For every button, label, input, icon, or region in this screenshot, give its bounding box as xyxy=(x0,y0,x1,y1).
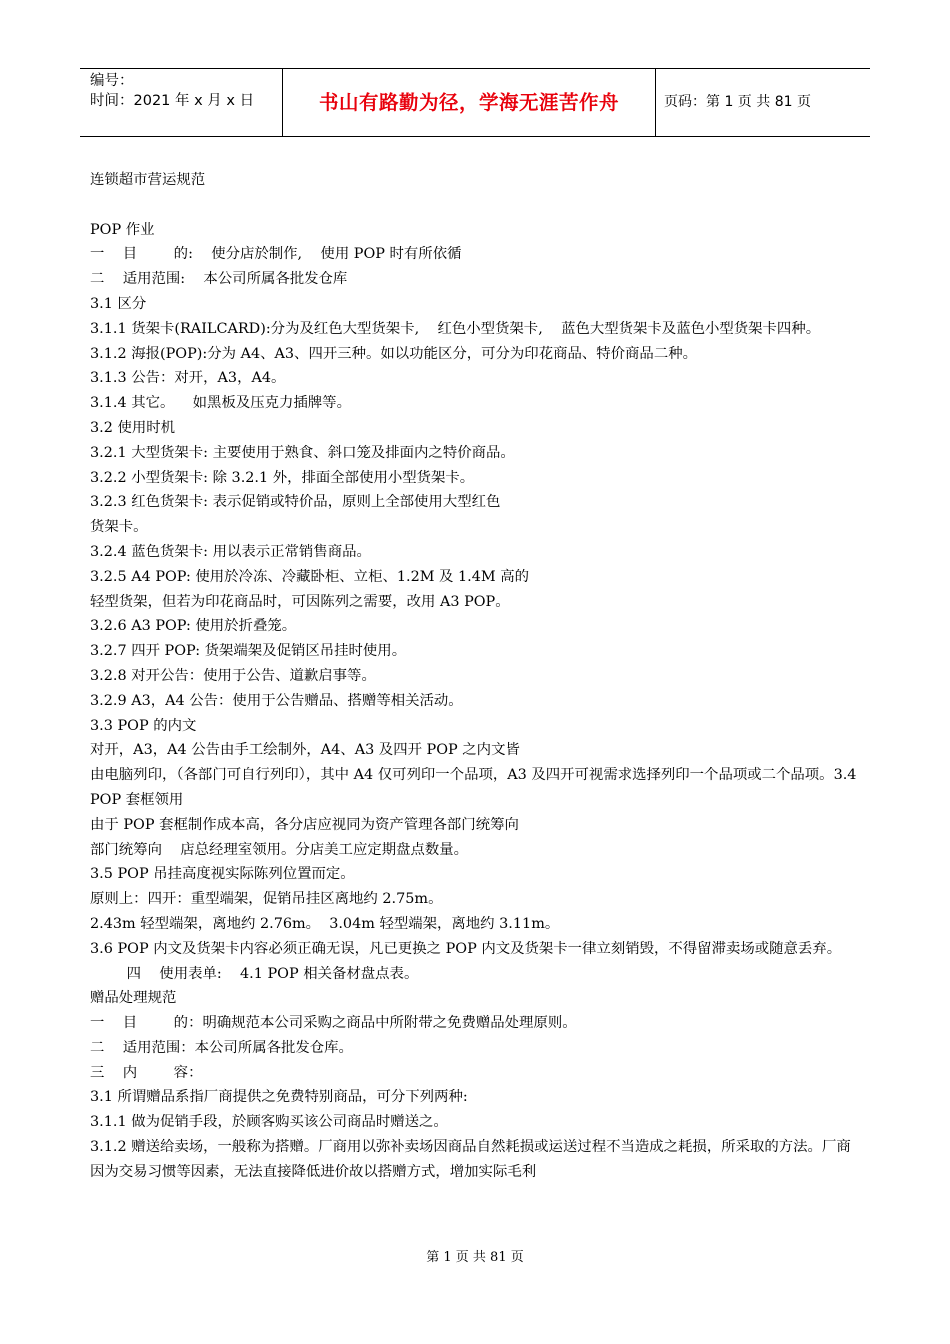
body-paragraph: 3.2.5 A4 POP: 使用於冷冻、冷藏卧柜、立柜、1.2M 及 1.4M 高的 xyxy=(90,568,529,585)
body-paragraph: 对开，A3，A4 公告由手工绘制外，A4、A3 及四开 POP 之内文皆 xyxy=(90,742,520,759)
header-page-cell xyxy=(656,69,870,136)
body-paragraph: 由于 POP 套框制作成本高，各分店应视同为资产管理各部门统筹向 xyxy=(90,816,519,833)
body-paragraph: 3.1 所谓赠品系指厂商提供之免费特别商品，可分下列两种: xyxy=(90,1089,468,1106)
body-paragraph: 3.1.1 货架卡(RAILCARD):分为及红色大型货架卡, 红色小型货架卡, 蓝色大型货架卡及蓝色小型货架卡四种。 xyxy=(90,320,821,337)
body-paragraph: 3.6 POP 内文及货架卡内容必须正确无误，凡已更换之 POP 内文及货架卡一律立刻销毁，不得留滞卖场或随意丢弃。 xyxy=(90,940,842,957)
body-paragraph: 3.2.3 红色货架卡: 表示促销或特价品，原则上全部使用大型红色 xyxy=(90,494,501,511)
header-page-info: 页码：第 1 页 共 81 页 xyxy=(664,94,811,110)
body-paragraph: 3.2.6 A3 POP: 使用於折叠笼。 xyxy=(90,618,297,635)
body-paragraph: 3.2.8 对开公告：使用于公告、道歉启事等。 xyxy=(90,667,376,684)
body-paragraph: 一 目 的: 使分店於制作, 使用 POP 时有所依循 xyxy=(90,246,462,263)
body-paragraph: 3.1.2 海报(POP):分为 A4、A3、四开三种。如以功能区分，可分为印花商品、特价商品二种。 xyxy=(90,345,697,362)
body-paragraph: 轻型货架，但若为印花商品时，可因陈列之需要，改用 A3 POP。 xyxy=(90,593,510,610)
body-paragraph: 3.2.7 四开 POP: 货架端架及促销区吊挂时使用。 xyxy=(90,643,407,660)
body-paragraph: 3.1.3 公告：对开，A3，A4。 xyxy=(90,370,286,387)
body-paragraph: POP 作业 xyxy=(90,221,155,238)
body-paragraph: 3.1.4 其它。 如黑板及压克力插牌等。 xyxy=(90,395,351,412)
header-meta-cell xyxy=(80,69,283,136)
page-footer: 第 1 页 共 81 页 xyxy=(426,1250,524,1265)
body-paragraph: 四 使用表单: 4.1 POP 相关备材盘点表。 xyxy=(90,965,419,982)
body-paragraph: 3.2.1 大型货架卡: 主要使用于熟食、斜口笼及排面内之特价商品。 xyxy=(90,444,515,461)
body-paragraph: 3.2.2 小型货架卡: 除 3.2.1 外，排面全部使用小型货架卡。 xyxy=(90,469,475,486)
document-body xyxy=(90,168,862,1185)
body-paragraph: 二 适用范围: 本公司所属各批发仓库 xyxy=(90,271,348,288)
body-paragraph: 赠品处理规范 xyxy=(90,990,177,1007)
body-paragraph: 原则上：四开：重型端架，促销吊挂区离地约 2.75m。 xyxy=(90,891,443,908)
header-motto-cell xyxy=(283,69,656,136)
body-paragraph: 一 目 的：明确规范本公司采购之商品中所附带之免费赠品处理原则。 xyxy=(90,1015,577,1032)
body-paragraph: 3.1 区分 xyxy=(90,295,147,312)
body-paragraph: 三 内 容： xyxy=(90,1064,203,1081)
body-paragraph: 2.43m 轻型端架，离地约 2.76m。 3.04m 轻型端架，离地约 3.11m。 xyxy=(90,915,560,932)
body-paragraph xyxy=(90,193,862,218)
body-paragraph: 3.3 POP 的内文 xyxy=(90,717,197,734)
body-paragraph: 货架卡。 xyxy=(90,519,148,536)
body-paragraph: 二 适用范围：本公司所属各批发仓库。 xyxy=(90,1039,353,1056)
body-paragraph: 由电脑列印，（各部门可自行列印），其中 A4 仅可列印一个品项，A3 及四开可视需求选择列印一个品项或二个品项。3.4 POP 套框领用 xyxy=(90,767,862,808)
body-paragraph: 连锁超市营运规范 xyxy=(90,172,206,188)
document-time-label: 时间：2021 年 x 月 x 日 xyxy=(90,93,255,109)
body-paragraph: 3.1.1 做为促销手段，於顾客购买该公司商品时赠送之。 xyxy=(90,1114,448,1131)
document-code-label: 编号： xyxy=(90,73,134,89)
body-paragraph: 3.2.4 蓝色货架卡: 用以表示正常销售商品。 xyxy=(90,543,371,560)
page-header xyxy=(80,68,870,137)
body-paragraph: 部门统筹向 店总经理室领用。分店美工应定期盘点数量。 xyxy=(90,841,469,858)
body-paragraph: 3.5 POP 吊挂高度视实际陈列位置而定。 xyxy=(90,866,355,883)
body-paragraph: 3.2.9 A3，A4 公告：使用于公告赠品、搭赠等相关活动。 xyxy=(90,692,463,709)
body-paragraph: 3.1.2 赠送给卖场，一般称为搭赠。厂商用以弥补卖场因商品自然耗损或运送过程不当造成之耗损，所采取的方法。厂商因为交易习惯等因素，无法直接降低进价故以搭赠方式，增加实际毛利 xyxy=(90,1139,851,1180)
body-paragraph: 3.2 使用时机 xyxy=(90,419,176,436)
header-motto: 书山有路勤为径，学海无涯苦作舟 xyxy=(318,91,619,114)
